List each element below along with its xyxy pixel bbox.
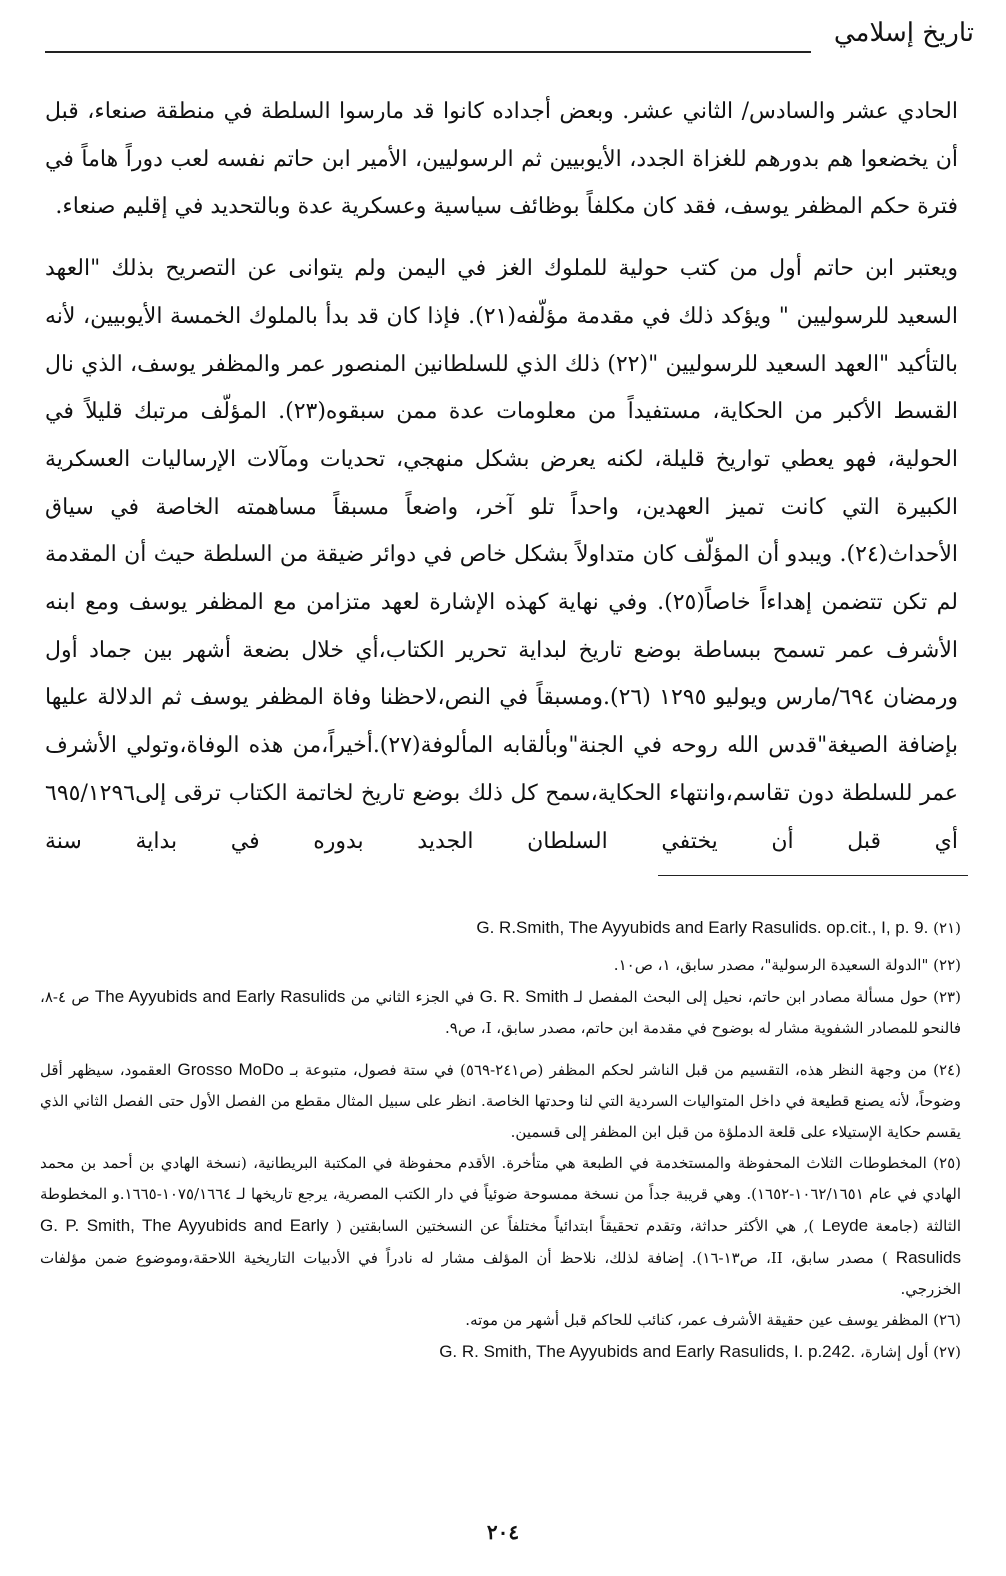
footnote-22 [40, 950, 961, 981]
page-number: ٢٠٤ [486, 1520, 520, 1544]
footnote-number: (٢٦) [933, 1311, 961, 1329]
footnote-text: حول مسألة مصادر ابن حاتم، نحيل إلى البحث المفصل لـ [573, 988, 928, 1006]
footnote-21 [40, 912, 961, 944]
footnote-text: ) مصدر سابق، II، ص١٣-١٦). إضافة لذلك، نلاحظ أن المؤلف مشار له نادراً في الأدبيات التاريخية اللاحقة،وموضوع ضمن مؤلفات الخزرجي. [40, 1249, 961, 1298]
footnote-number: (٢٥) [933, 1154, 961, 1172]
footnote-number: (٢٧) [933, 1343, 961, 1361]
footnote-latin: G. P. Smith, The Ayyubids and Early Rasulids [40, 1216, 961, 1267]
footnote-latin: The Ayyubids and Early Rasulids [94, 987, 346, 1006]
footnote-text: المخطوطات الثلاث المحفوظة والمستخدمة في الطبعة هي متأخرة. الأقدم محفوظة في المكتبة البريطانية، (نسخة الهادي بن أحمد بن محمد الهادي في عام ١٠٦٢/١٦٥١-١٦٥٢). وهي قريبة جداً من نسخة ممسوحة ضوئياً في دار الكتب المصرية، يرجع تاريخها لـ ١٠٧٥/١٦٦٤-١٦٦٥.و المخطوطة الثالثة (جامعة [40, 1154, 961, 1235]
footnotes [40, 912, 961, 1368]
footnote-number: (٢٤) [933, 1061, 961, 1079]
footnote-24 [40, 1054, 961, 1148]
footnote-26 [40, 1305, 961, 1336]
footnote-number: (٢٣) [933, 988, 961, 1006]
footnote-text: من وجهة النظر هذه، التقسيم من قبل الناشر لحكم المظفر (ص٢٤١-٥٦٩) في ستة فصول، متبوعة بـ [290, 1061, 927, 1079]
footnote-text: أول إشارة، [860, 1343, 929, 1361]
footnote-rule [658, 875, 968, 876]
footnote-latin: G. R. Smith [479, 987, 569, 1006]
footnote-number: (٢٢) [933, 956, 961, 974]
footnote-27 [40, 1336, 961, 1368]
header-rule [45, 51, 811, 53]
paragraph-2: ويعتبر ابن حاتم أول من كتب حولية للملوك الغز في اليمن ولم يتوانى عن التصريح بذلك "العهد السعيد للرسوليين " ويؤكد ذلك في مقدمة مؤلّفه(٢١). فإذا كان قد بدأ بالملوك الخمسة الأيوبيين، لأنه بالتأكيد "العهد السعيد للرسوليين "(٢٢) ذلك الذي للسلطانين المنصور عمر والمظفر يوسف، الذي نال القسط الأكبر من الحكاية، مستفيداً من معلومات عدة ممن سبقوه(٢٣). المؤلّف مرتبك قليلاً في الحولية، فهو يعطي تواريخ قليلة، لكنه يعرض بشكل منهجي، تحديات ومآلات الإرساليات العسكرية الكبيرة التي كانت تميز العهدين، واحداً تلو آخر، واضعاً مسبقاً مساهمته الخاصة في سياق الأحداث(٢٤). ويبدو أن المؤلّف كان متداولاً بشكل خاص في دوائر ضيقة من السلطة حيث أن المقدمة لم تكن تتضمن إهداءاً خاصاً(٢٥). وفي نهاية كهذه الإشارة لعهد متزامن مع المظفر يوسف ومع ابنه الأشرف عمر تسمح ببساطة بوضع تاريخ لبداية تحرير الكتاب،أي خلال بضعة أشهر بين جماد أول ورمضان ٦٩٤/مارس ويوليو ١٢٩٥ (٢٦).ومسبقاً في النص،لاحظنا وفاة المظفر يوسف ثم الدلالة عليها بإضافة الصيغة"قدس الله روحه في الجنة"وبألقابه المألوفة(٢٧).أخيراً،من هذه الوفاة،وتولي الأشرف عمر للسلطة دون تقاسم،وانتهاء الحكاية،سمح كل ذلك بوضع تاريخ لخاتمة الكتاب ترقى إلى٦٩٥/١٢٩٦ أي قبل أن يختفي السلطان الجديد بدوره في بداية سنة [45, 256, 959, 854]
page-header-title: تاريخ إسلامي [833, 18, 974, 48]
footnote-text: المظفر يوسف عين حقيقة الأشرف عمر، كنائب للحاكم قبل أشهر من موته. [465, 1311, 929, 1329]
footnote-latin: Grosso MoDo [177, 1060, 284, 1079]
footnote-latin: G. R. Smith, The Ayyubids and Early Rasulids, I. p.242. [439, 1342, 856, 1361]
footnote-latin: Leyde [821, 1216, 869, 1235]
footnote-number: (٢١) [933, 919, 961, 937]
footnote-text: ص ٤-٨، فالنحو للمصادر الشفوية مشار له بوضوح في مقدمة ابن حاتم، مصدر سابق، I، ص٩. [40, 988, 961, 1037]
body-text [45, 88, 958, 865]
footnote-text: العقمود، سيظهر أقل وضوحاً، لأنه يصنع قطيعة في داخل المتواليات السردية التي لنا وحدتها الخاصة. انظر على سبيل المثال مقطع من الفصل الأول حتى الفصل الثاني الذي يقسم حكاية الإستيلاء على قلعة الدملؤة من قبل ابن المظفر إلى قسمين. [40, 1061, 961, 1141]
footnote-25 [40, 1148, 961, 1305]
footnote-23 [40, 981, 961, 1044]
footnote-text: في الجزء الثاني من [350, 988, 475, 1006]
footnote-text: ), هي الأكثر حداثة، وتقدم تحقيقاً ابتدائياً مختلفاً عن النسختين السابقتين ( [335, 1217, 815, 1235]
paragraph-1: الحادي عشر والسادس/ الثاني عشر. وبعض أجداده كانوا قد مارسوا السلطة في منطقة صنعاء، قبل أن يخضعوا هم بدورهم للغزاة الجدد، الأيوبيين ثم الرسوليين، الأمير ابن حاتم نفسه لعب دوراً هاماً في فترة حكم المظفر يوسف، فقد كان مكلفاً بوظائف سياسية وعسكرية عدة وبالتحديد في إقليم صنعاء. [45, 99, 958, 220]
footnote-text: "الدولة السعيدة الرسولية"، مصدر سابق، ١، ص١٠. [613, 956, 929, 974]
footnote-latin: G. R.Smith, The Ayyubids and Early Rasulids. op.cit., I, p. 9. [476, 918, 929, 937]
